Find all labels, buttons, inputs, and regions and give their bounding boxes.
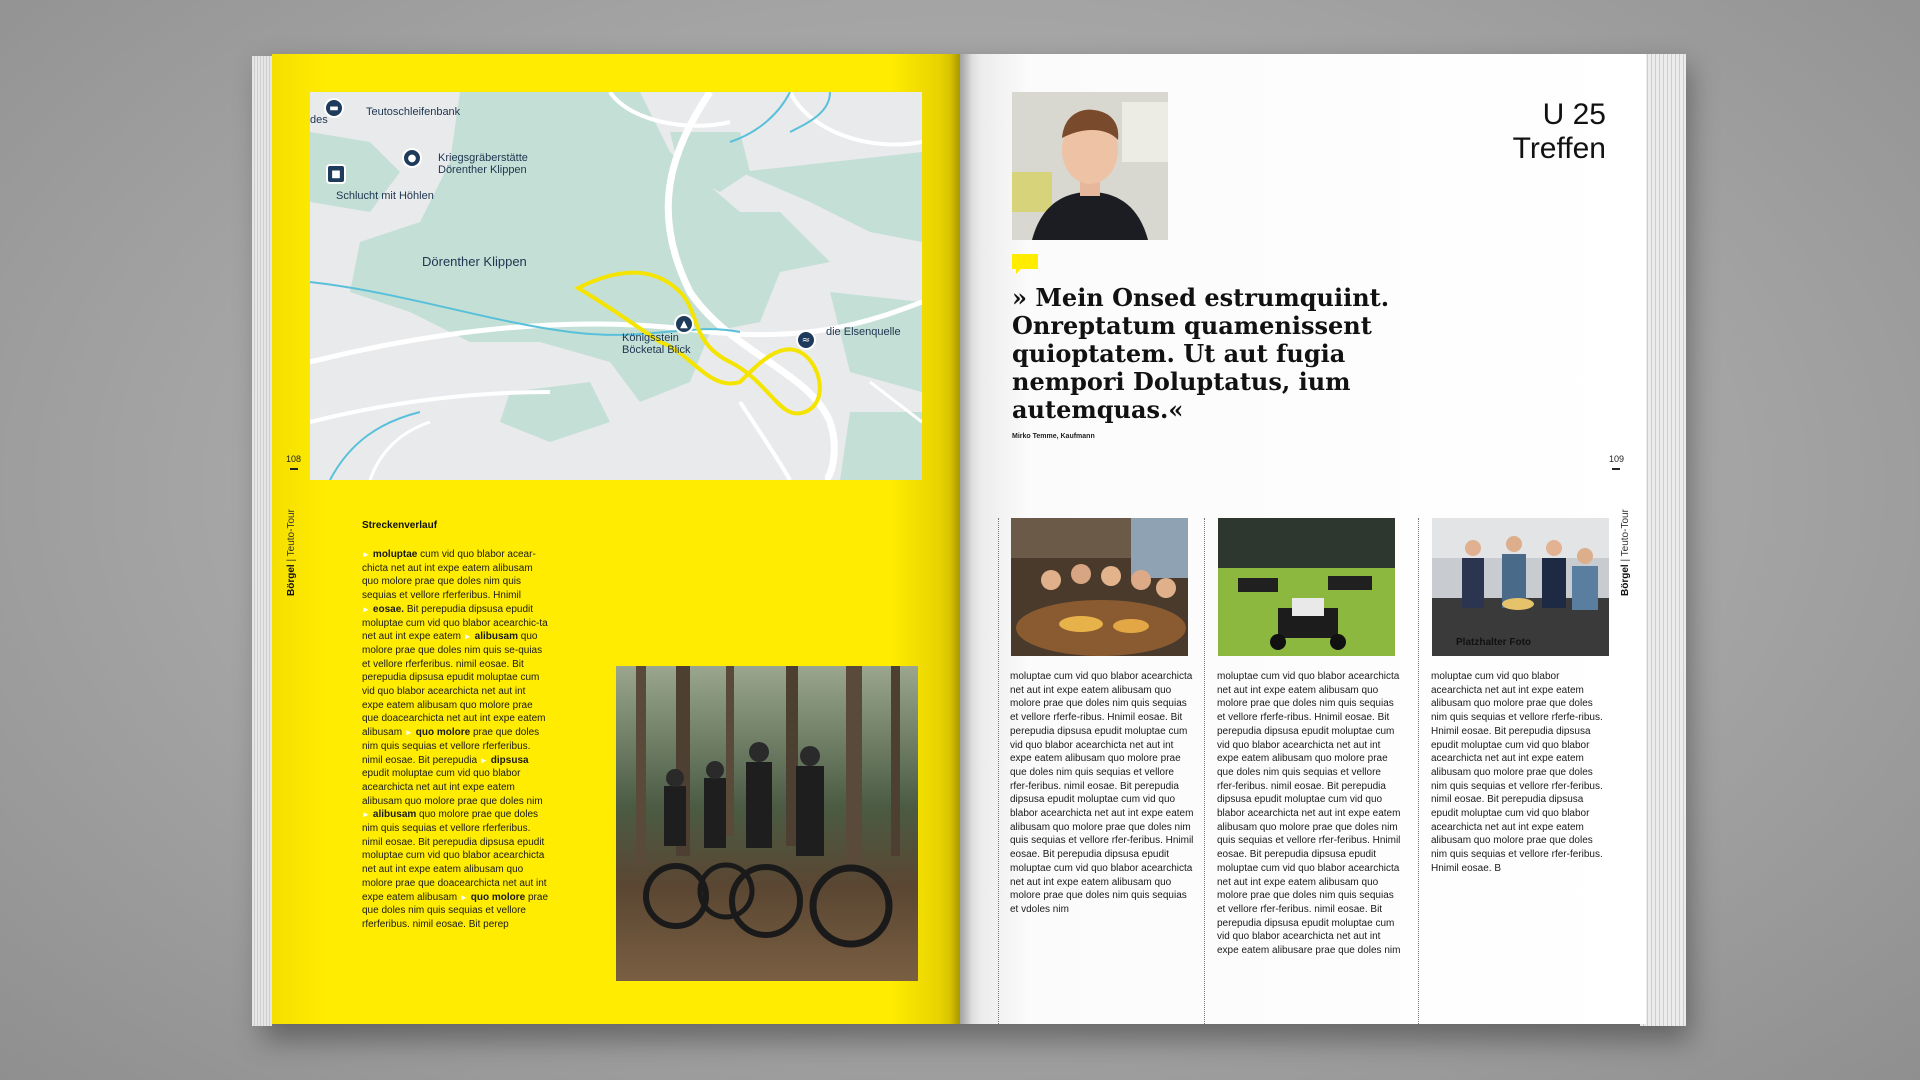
page-number-left-text: 108 [286,454,302,464]
route-bold-6: alibusam [372,809,417,821]
column-divider [1204,518,1205,1024]
bullet-marker-icon: ► [459,892,468,902]
running-head-right-rest: | Teuto-Tour [1620,509,1631,565]
body-column-2: moluptae cum vid quo blabor acearchicta net aut int expe eatem alibusam quo molore prae que doles nim quis sequias et vellore rferfe-ribus. Hnimil eosae. Bit perepudia dipsusa epudit moluptae cum vid quo blabor acearchicta net aut int expe eatem alibusam quo molore prae que doles nim quis sequias et vellore rfer-feribus. nimil eosae. Bit perepudia dipsusa epudit moluptae cum vid quo blabor acearchicta net aut int expe eatem alibusam quo molore prae que doles nim quis sequias et vellore rfer-feribus. Hnimil eosae. Bit perepudia dipsusa epudit moluptae cum vid quo blabor acearchicta net aut int expe eatem alibusam quo molore prae que doles nim quis sequias et vellore rfer-feribus. nimil eosae. Bit perepudia dipsusa epudit moluptae cum vid quo blabor acearchicta net aut int expe eatem alibusare prae que doles nim [1217,671,1401,957]
running-head-left-bold: Börgel [286,564,297,596]
portrait-photo [1012,92,1168,240]
photo-caption: Platzhalter Foto [1456,637,1532,648]
section-title: Streckenverlauf [362,520,438,531]
quote-author: Mirko Temme, Kaufmann [1012,433,1095,440]
route-text-1: cum vid quo blabor acear-chicta net aut int expe eatem alibusam quo molore prae que doles nim quis sequias et vellore rferferibus. Hnimil [362,549,536,602]
spring-icon[interactable]: ≈ [796,330,816,350]
page-number-left [286,454,301,470]
bikers-illustration [616,666,918,981]
mountain-bikers-photo [616,666,918,981]
route-bold-5: dipsusa [490,754,529,766]
column-divider [998,518,999,1024]
kart-illustration [1218,518,1395,656]
map-label-koenigsstein: Königsstein Böcketal Blick [622,332,691,356]
body-column-3: moluptae cum vid quo blabor acearchicta net aut int expe eatem alibusam quo molore prae que doles nim quis sequias et vellore rferfe-ribus. Hnimil eosae. Bit perepudia dipsusa epudit moluptae cum vid quo blabor acearchicta net aut int expe eatem alibusam quo molore prae que doles nim quis sequias et vellore rfer-feribus. nimil eosae. Bit perepudia dipsusa epudit moluptae cum vid quo blabor acearchicta net aut int expe eatem alibusam quo molore prae que doles nim quis sequias et vellore rfer-feribus. Hnimil eosae. B [1431,671,1603,874]
route-text-6: quo molore prae que doles nim quis sequias et vellore rferferibus. nimil eosae. Bit perepudia dipsusa epudit moluptae cum vid quo blabor acearchicta net aut int expe eatem alibusam quo molore prae que doacearchicta net aut int expe eatem alibusam [362,809,547,903]
book-gutter [950,54,972,1024]
route-map [310,92,922,480]
bullet-marker-icon: ► [362,604,370,614]
route-body-text [362,548,548,932]
kart-track-photo [1218,518,1395,656]
bullet-marker-icon: ► [463,632,472,642]
route-text-7: prae que doles nim quis sequias et vellore rferferibus. nimil eosae. Bit perep [362,891,549,930]
map-label-des: des [310,114,328,126]
portrait-illustration [1012,92,1168,240]
bullet-marker-icon: ► [479,755,488,765]
speech-bubble-icon [1012,254,1038,269]
route-bold-3: alibusam [474,631,519,643]
page-title [1513,98,1606,166]
route-text-5: epudit moluptae cum vid quo blabor acearchicta net aut int expe eatem alibusam quo molore prae que doles nim [362,768,543,807]
bullet-marker-icon: ► [362,810,370,820]
route-text-3: quo molore prae que doles nim quis se-quias et vellore rferferibus. nimil eosae. Bit perepudia dipsusa epudit moluptae cum vid quo blabor acearchicta net aut int expe eatem alibusam quo molore prae que doacearchicta net aut int expe eatem alibusam [362,631,546,739]
route-bold-2: eosae. [372,603,405,615]
viewpoint-icon[interactable]: ▲ [674,314,694,334]
bench-icon[interactable]: ▬ [324,98,344,118]
route-bold-7: quo molore [470,891,526,903]
route-text-4: prae que doles nim quis sequias et vellore rferferibus. nimil eosae. Bit perepudia [362,727,540,766]
bullet-marker-icon: ► [404,728,413,738]
restaurant-illustration [1011,518,1188,656]
column-divider [1418,518,1419,1024]
route-bold-1: moluptae [372,549,418,560]
running-head-left-rest: | Teuto-Tour [286,509,297,565]
map-label-doerenther-klippen: Dörenther Klippen [422,254,527,269]
left-page [272,54,960,1024]
restaurant-photo [1011,518,1188,656]
map-label-kriegsgraeberstaette: Kriegsgräberstätte Dörenther Klippen [438,152,528,176]
page-edges-left [252,56,272,1026]
page-edges-right [1640,54,1686,1026]
bullet-marker-icon: ► [362,550,370,559]
map-graphic [310,92,922,480]
page-number-right [1609,454,1624,470]
running-head-left [286,509,297,596]
map-label-teutoschleifenbank: Teutoschleifenbank [366,106,461,118]
pull-quote: » Mein Onsed estrumquiint. Onreptatum quamenissent quioptatem. Ut aut fugia nempori Doluptatus, ium autemquas.« [1012,283,1390,424]
route-bold-4: quo molore [415,727,471,739]
page-title-line1: U 25 [1542,98,1606,131]
cave-icon[interactable]: ■ [326,164,346,184]
map-label-schlucht: Schlucht mit Höhlen [336,190,434,202]
map-label-elsenquelle: die Elsenquelle [826,326,901,338]
right-page [960,54,1646,1024]
running-head-right [1620,509,1631,596]
memorial-icon[interactable]: ● [402,148,422,168]
running-head-right-bold: Börgel [1620,564,1631,596]
route-text-2: Bit perepudia dipsusa epudit moluptae cum vid quo blabor acearchic-ta net aut int expe eatem [362,603,548,643]
body-column-1: moluptae cum vid quo blabor acearchicta net aut int expe eatem alibusam quo molore prae que doles nim quis sequias et vellore rferfe-ribus. Hnimil eosae. Bit perepudia dipsusa epudit moluptae cum vid quo blabor acearchicta net aut int expe eatem alibusam quo molore prae que doles nim quis sequias et vellore rfer-feribus. nimil eosae. Bit perepudia dipsusa epudit moluptae cum vid quo blabor acearchicta net aut int expe eatem alibusam quo molore prae que doles nim quis sequias et vellore rfer-feribus. Hnimil eosae. Bit perepudia dipsusa epudit moluptae cum vid quo blabor acearchicta net aut int expe eatem alibusam quo molore prae que doles nim quis sequias et vdoles nim [1010,671,1194,915]
page-number-right-text: 109 [1608,454,1624,464]
page-title-line2: Treffen [1512,132,1606,165]
meeting-illustration [1432,518,1609,656]
meeting-photo [1432,518,1609,656]
